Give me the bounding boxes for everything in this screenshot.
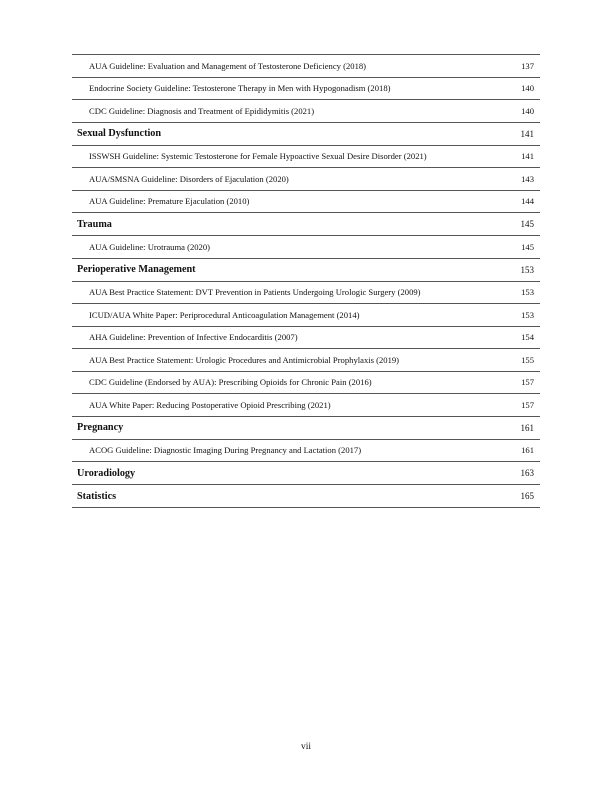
- toc-page-number: 157: [521, 399, 534, 410]
- toc-section-row: [72, 485, 540, 508]
- toc-entry-row: [72, 55, 540, 78]
- toc-page-number: 153: [521, 287, 534, 298]
- toc-page-number: 143: [521, 173, 534, 184]
- toc-page-number: 145: [521, 241, 534, 252]
- toc-entry-row: [72, 236, 540, 259]
- table-of-contents: [72, 54, 540, 508]
- page-number: vii: [300, 742, 312, 752]
- toc-entry-title: AUA White Paper: Reducing Postoperative Opioid Prescribing (2021): [89, 399, 331, 410]
- toc-page-number: 140: [521, 83, 534, 94]
- toc-entry-title: AUA Best Practice Statement: Urologic Procedures and Antimicrobial Prophylaxis (2019): [89, 354, 400, 365]
- toc-entry-title: AUA Guideline: Evaluation and Management of Testosterone Deficiency (2018): [89, 60, 367, 71]
- toc-section-title: Statistics: [77, 490, 117, 502]
- toc-entry-row: [72, 372, 540, 395]
- toc-section-title: Perioperative Management: [77, 264, 196, 275]
- toc-entry-row: [72, 146, 540, 169]
- toc-page-number: 165: [520, 491, 534, 501]
- toc-entry-title: ICUD/AUA White Paper: Periprocedural Anticoagulation Management (2014): [89, 309, 360, 320]
- toc-section-title: Trauma: [77, 218, 112, 230]
- toc-page-number: 144: [521, 196, 534, 207]
- toc-entry-title: CDC Guideline (Endorsed by AUA): Prescribing Opioids for Chronic Pain (2016): [89, 377, 372, 388]
- toc-page-number: 153: [521, 309, 534, 320]
- toc-entry-row: [72, 349, 540, 372]
- toc-page-number: 155: [521, 354, 534, 365]
- toc-page-number: 154: [521, 332, 534, 343]
- toc-entry-title: AUA Best Practice Statement: DVT Prevention in Patients Undergoing Urologic Surgery (2009): [89, 287, 421, 298]
- toc-entry-row: [72, 440, 540, 463]
- toc-page-number: 137: [521, 60, 534, 71]
- toc-page-number: 161: [521, 445, 534, 456]
- toc-section-row: [72, 417, 540, 440]
- toc-section-title: Sexual Dysfunction: [77, 128, 162, 139]
- toc-entry-title: ACOG Guideline: Diagnostic Imaging During Pregnancy and Lactation (2017): [89, 445, 362, 456]
- toc-page-number: 153: [520, 264, 534, 275]
- toc-entry-row: [72, 191, 540, 214]
- toc-page-number: 157: [521, 377, 534, 388]
- toc-page-number: 145: [520, 219, 534, 229]
- toc-section-row: [72, 259, 540, 282]
- toc-entry-title: AUA Guideline: Premature Ejaculation (2010): [89, 196, 250, 207]
- toc-page-number: 163: [520, 468, 534, 478]
- toc-entry-title: CDC Guideline: Diagnosis and Treatment of Epididymitis (2021): [89, 105, 315, 116]
- toc-entry-title: AHA Guideline: Prevention of Infective Endocarditis (2007): [89, 332, 298, 343]
- toc-entry-row: [72, 78, 540, 101]
- toc-entry-title: Endocrine Society Guideline: Testosterone Therapy in Men with Hypogonadism (2018): [89, 83, 391, 94]
- toc-section-row: [72, 123, 540, 146]
- toc-entry-row: [72, 168, 540, 191]
- toc-page-number: 161: [520, 422, 534, 433]
- toc-entry-title: AUA Guideline: Urotrauma (2020): [89, 241, 211, 252]
- toc-section-row: [72, 462, 540, 485]
- toc-section-row: [72, 213, 540, 236]
- toc-section-title: Uroradiology: [77, 467, 136, 479]
- toc-entry-row: [72, 327, 540, 350]
- toc-entry-row: [72, 100, 540, 123]
- toc-entry-row: [72, 282, 540, 305]
- toc-entry-row: [72, 304, 540, 327]
- toc-page-number: 141: [520, 128, 534, 139]
- toc-entry-row: [72, 394, 540, 417]
- toc-section-title: Pregnancy: [77, 422, 124, 433]
- toc-entry-title: AUA/SMSNA Guideline: Disorders of Ejaculation (2020): [89, 173, 289, 184]
- toc-page-number: 141: [521, 151, 534, 162]
- toc-entry-title: ISSWSH Guideline: Systemic Testosterone for Female Hypoactive Sexual Desire Disorder (2021): [89, 151, 427, 162]
- toc-page-number: 140: [521, 105, 534, 116]
